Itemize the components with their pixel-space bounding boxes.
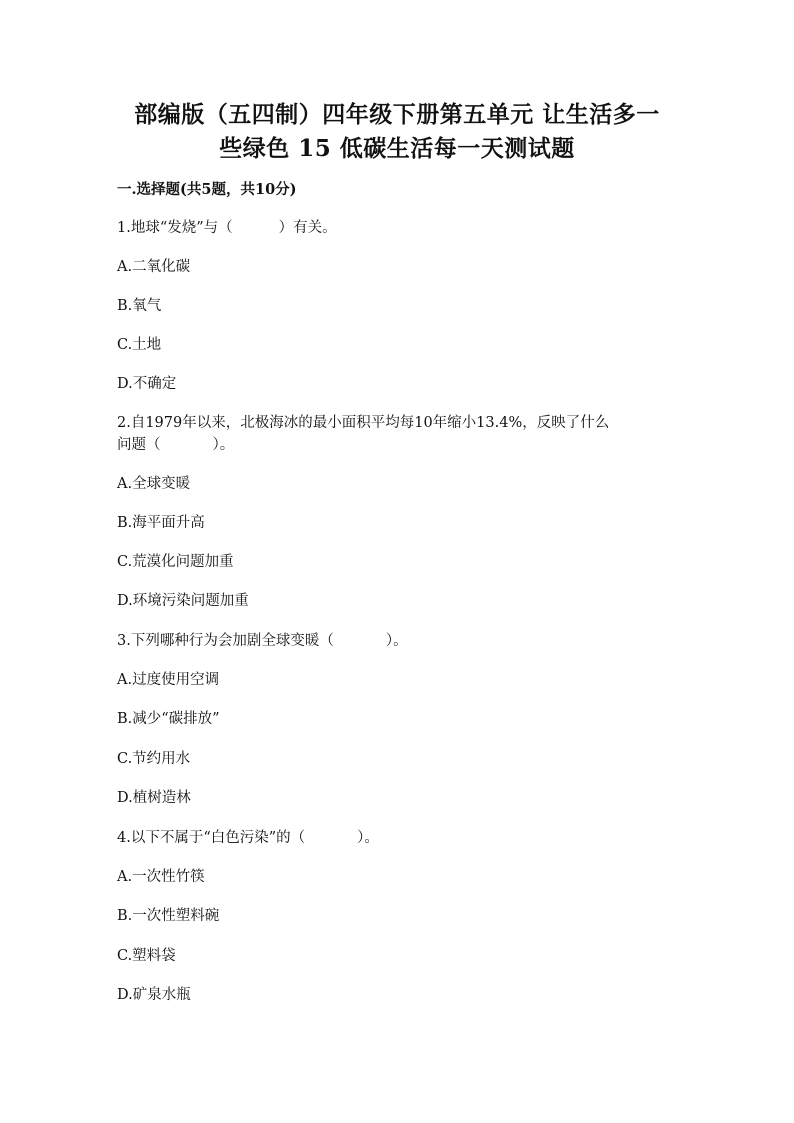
question-4-stem-after: ）。 [357, 830, 379, 846]
question-2-option-b: B.海平面升高 [117, 515, 205, 531]
question-1-option-d: D.不确定 [117, 376, 177, 392]
question-3-stem [117, 631, 408, 651]
question-4-option-b: B.一次性塑料碗 [117, 908, 220, 924]
question-3-option-d: D.植树造林 [117, 790, 191, 806]
question-3-option-a: A.过度使用空调 [117, 672, 220, 688]
question-2-option-d: D.环境污染问题加重 [117, 593, 249, 609]
question-1-option-b: B.氧气 [117, 298, 162, 314]
question-4-stem [117, 828, 379, 848]
question-2-option-a: A.全球变暖 [117, 476, 191, 492]
question-2-stem-line-2 [117, 435, 234, 455]
question-3-stem-after: ）。 [385, 633, 408, 649]
question-3-stem-before: 3.下列哪种行为会加剧全球变暖（ [117, 633, 334, 649]
question-2-stem-line-1: 2.自1979年以来，北极海冰的最小面积平均每10年缩小13.4%，反映了什么 [117, 415, 610, 431]
question-2-stem-before: 问题（ [117, 437, 161, 453]
question-2-stem-after: ）。 [212, 437, 235, 453]
question-3-option-c: C.节约用水 [117, 751, 191, 767]
question-1-option-c: C.土地 [117, 337, 162, 353]
question-4-option-d: D.矿泉水瓶 [117, 987, 191, 1003]
page-title-line-2: 些绿色 15 低碳生活每一天测试题 [219, 135, 575, 162]
question-1-stem-after: ）有关。 [278, 220, 337, 236]
question-1-stem [117, 218, 337, 238]
question-1-option-a: A.二氧化碳 [117, 259, 191, 275]
question-4-option-a: A.一次性竹筷 [117, 869, 205, 885]
question-1-stem-before: 1.地球“发烧”与（ [117, 220, 233, 236]
question-4-option-c: C.塑料袋 [117, 948, 176, 964]
question-4-stem-before: 4.以下不属于“白色污染”的（ [117, 830, 306, 846]
page-title-line-1: 部编版（五四制）四年级下册第五单元 让生活多一 [134, 101, 660, 128]
section-header: 一.选择题(共5题，共10分) [117, 181, 297, 198]
question-3-option-b: B.减少“碳排放” [117, 711, 220, 727]
question-2-option-c: C.荒漠化问题加重 [117, 554, 234, 570]
